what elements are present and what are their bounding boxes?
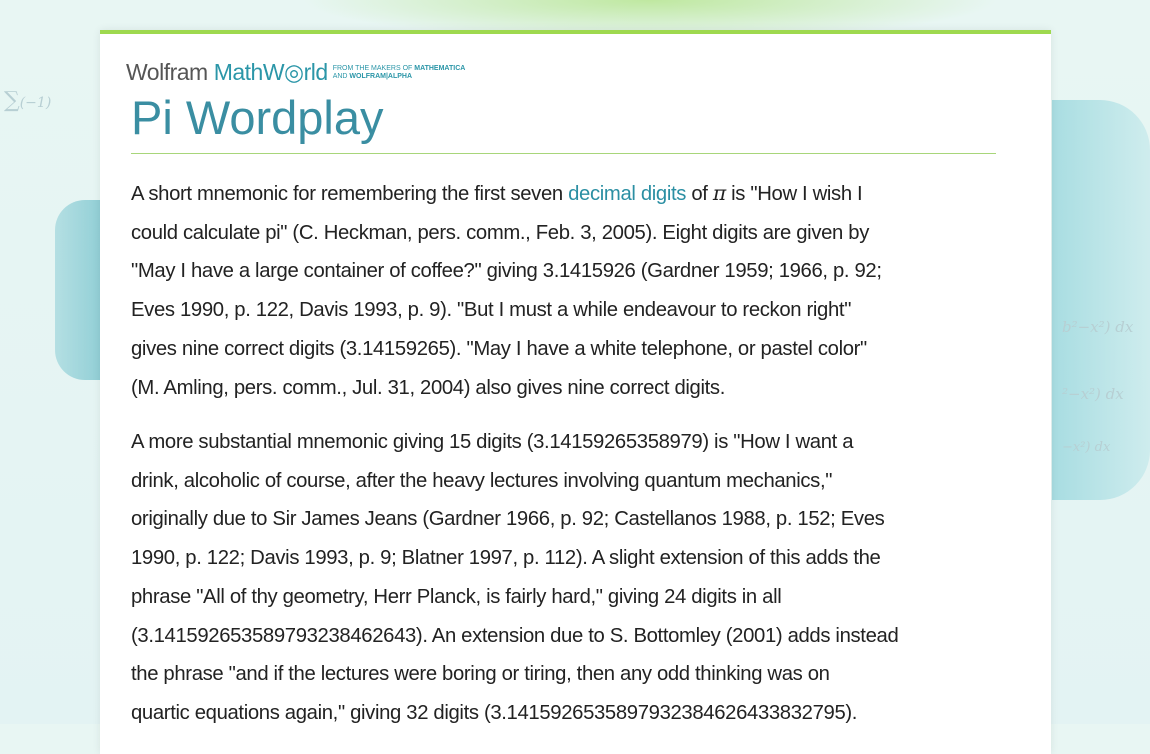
text-line: originally due to Sir James Jeans (Gardner 1966, p. 92; Castellanos 1988, p. 152; Eves xyxy=(131,508,885,531)
title-divider xyxy=(131,153,996,154)
background-formula-integral: b²−x²) dx xyxy=(1062,318,1134,336)
content-card xyxy=(100,30,1051,754)
mathworld-logo[interactable] xyxy=(126,59,465,86)
logo-tagline xyxy=(333,65,466,81)
text: A short mnemonic for remembering the first seven xyxy=(131,183,569,205)
text-line: "May I have a large container of coffee?" giving 3.1415926 (Gardner 1959; 1966, p. 92; xyxy=(131,260,882,283)
page-title: Pi Wordplay xyxy=(131,91,384,144)
text-line: (3.141592653589793238462643). An extension due to S. Bottomley (2001) adds instead xyxy=(131,624,899,647)
decimal-digits-link[interactable]: decimal digits xyxy=(568,183,687,205)
background-formula-integral: ²−x²) dx xyxy=(1062,385,1124,403)
logo-mathworld: MathW◎rld xyxy=(213,59,328,85)
text-line: A more substantial mnemonic giving 15 digits (3.14159265358979) is "How I want a xyxy=(131,431,854,453)
text: is "How I wish I xyxy=(725,183,863,205)
logo-wolfram: Wolfram xyxy=(126,59,208,85)
text: of xyxy=(686,183,713,205)
text-line: drink, alcoholic of course, after the heavy lectures involving quantum mechanics," xyxy=(131,469,833,492)
text-line: the phrase "and if the lectures were boring or tiring, then any odd thinking was on xyxy=(131,663,830,686)
tagline-text: FROM THE MAKERS OF xyxy=(332,65,415,72)
background-formula-sum: ∑(−1) xyxy=(4,88,52,113)
text-line: gives nine correct digits (3.14159265). "May I have a white telephone, or pastel color" xyxy=(131,337,867,360)
text-line: (M. Amling, pers. comm., Jul. 31, 2004) also gives nine correct digits. xyxy=(131,376,725,399)
paragraph-2 xyxy=(131,423,898,733)
tagline-text: AND xyxy=(332,73,350,80)
paragraph-1 xyxy=(131,174,882,407)
tagline-mathematica: MATHEMATICA xyxy=(414,65,466,72)
text-line: phrase "All of thy geometry, Herr Planck, is fairly hard," giving 24 digits in all xyxy=(131,585,782,608)
tagline-wolframalpha: WOLFRAM|ALPHA xyxy=(349,73,413,80)
pi-symbol: π xyxy=(712,181,726,205)
text-line xyxy=(131,174,882,214)
text-line: quartic equations again," giving 32 digits (3.1415926535897932384626433832795). xyxy=(131,701,858,724)
text-line: could calculate pi" (C. Heckman, pers. comm., Feb. 3, 2005). Eight digits are given by xyxy=(131,221,869,244)
text-line: Eves 1990, p. 122, Davis 1993, p. 9). "But I must a while endeavour to reckon right" xyxy=(131,299,852,322)
text-line: 1990, p. 122; Davis 1993, p. 9; Blatner 1997, p. 112). A slight extension of this adds the xyxy=(131,547,881,570)
background-formula-integral: −x²) dx xyxy=(1062,440,1111,455)
